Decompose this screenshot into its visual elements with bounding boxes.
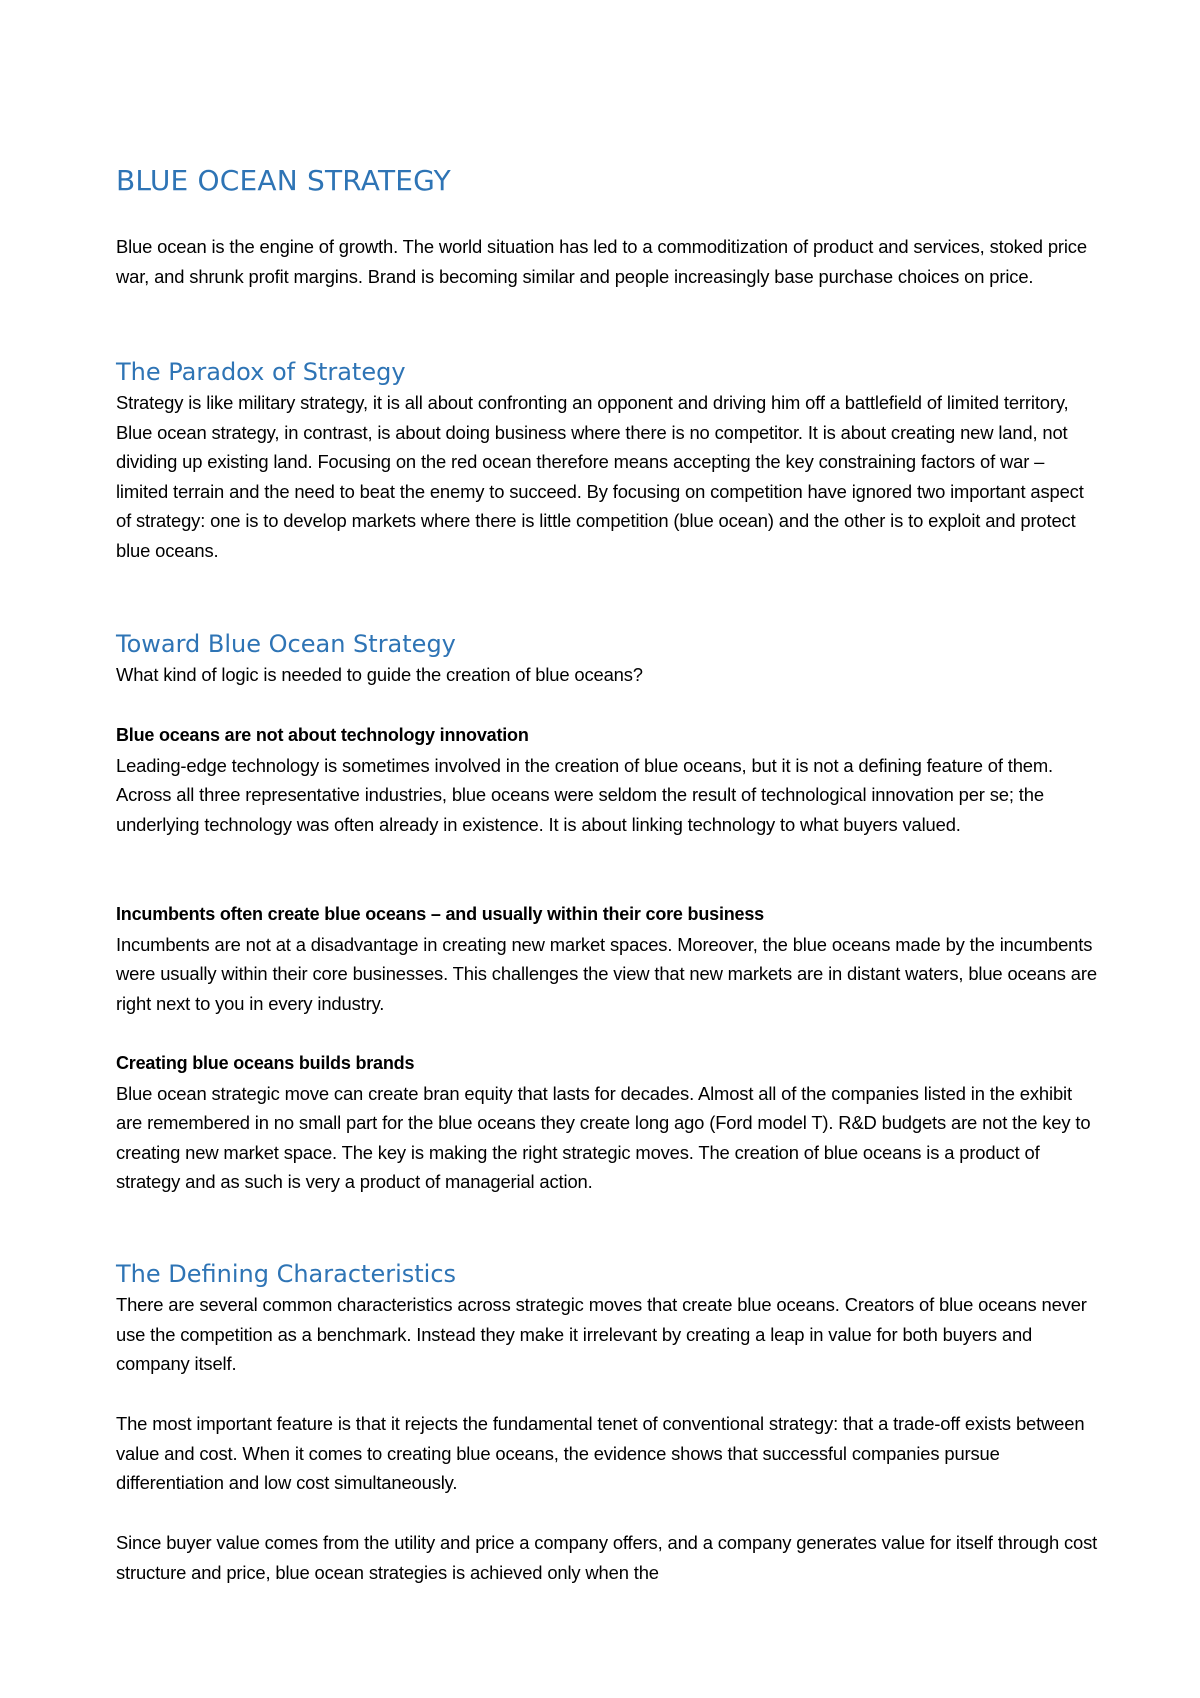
section-paragraph: What kind of logic is needed to guide the creation of blue oceans? — [116, 664, 643, 685]
section-heading: The Paradox of Strategy — [116, 358, 406, 386]
section-toward — [116, 628, 1100, 690]
subsection-brands — [116, 1049, 1100, 1197]
section-paragraph: Strategy is like military strategy, it is all about confronting an opponent and driving him off a battlefield of limited territory, Blue ocean strategy, in contrast, is about doing business where there is no competitor. It is about creating new land, not dividing up existing land. Focusing on the red ocean therefore means accepting the key constraining factors of war – limited terrain and the need to beat the enemy to succeed. By focusing on competition have ignored two important aspect of strategy: one is to develop markets where there is little competition (blue ocean) and the other is to exploit and protect blue oceans. — [116, 392, 1084, 561]
subsection-heading: Creating blue oceans builds brands — [116, 1053, 415, 1073]
document-title: BLUE OCEAN STRATEGY — [116, 164, 451, 197]
subsection-heading: Blue oceans are not about technology innovation — [116, 725, 529, 745]
defining-paragraph-2: The most important feature is that it rejects the fundamental tenet of conventional strategy: that a trade-off exists between value and cost. When it comes to creating blue oceans, the evidence shows that successful companies pursue differentiation and low cost simultaneously. — [116, 1413, 1085, 1493]
section-heading: The Defining Characteristics — [116, 1260, 457, 1288]
intro-paragraph: Blue ocean is the engine of growth. The world situation has led to a commoditization of product and services, stoked price war, and shrunk profit margins. Brand is becoming similar and people increasingly base purchase choices on price. — [116, 236, 1087, 287]
subsection-incumbents — [116, 900, 1100, 1018]
defining-paragraph-3: Since buyer value comes from the utility and price a company offers, and a company generates value for itself through cost structure and price, blue ocean strategies is achieved only when the — [116, 1532, 1098, 1583]
subsection-paragraph: Blue ocean strategic move can create bran equity that lasts for decades. Almost all of the companies listed in the exhibit are remembered in no small part for the blue oceans they create long ago (Ford model T). R&D budgets are not the key to creating new market space. The key is making the right strategic moves. The creation of blue oceans is a product of strategy and as such is very a product of managerial action. — [116, 1082, 1091, 1192]
subsection-paragraph: Leading-edge technology is sometimes involved in the creation of blue oceans, but it is not a defining feature of them. Across all three representative industries, blue oceans were seldom the result of technological innovation per se; the underlying technology was often already in existence. It is about linking technology to what buyers valued. — [116, 754, 1054, 835]
section-paragraph: There are several common characteristics across strategic moves that create blue oceans. Creators of blue oceans never use the competition as a benchmark. Instead they make it irrelevant by creating a leap in value for both buyers and company itself. — [116, 1294, 1087, 1374]
subsection-heading: Incumbents often create blue oceans – and usually within their core business — [116, 904, 764, 924]
section-heading: Toward Blue Ocean Strategy — [116, 630, 456, 658]
subsection-paragraph: Incumbents are not at a disadvantage in creating new market spaces. Moreover, the blue oceans made by the incumbents were usually within their core businesses. This challenges the view that new markets are in distant waters, blue oceans are right next to you in every industry. — [116, 933, 1097, 1014]
subsection-technology — [116, 721, 1100, 839]
section-paradox — [116, 356, 1100, 565]
section-defining — [116, 1258, 1100, 1379]
